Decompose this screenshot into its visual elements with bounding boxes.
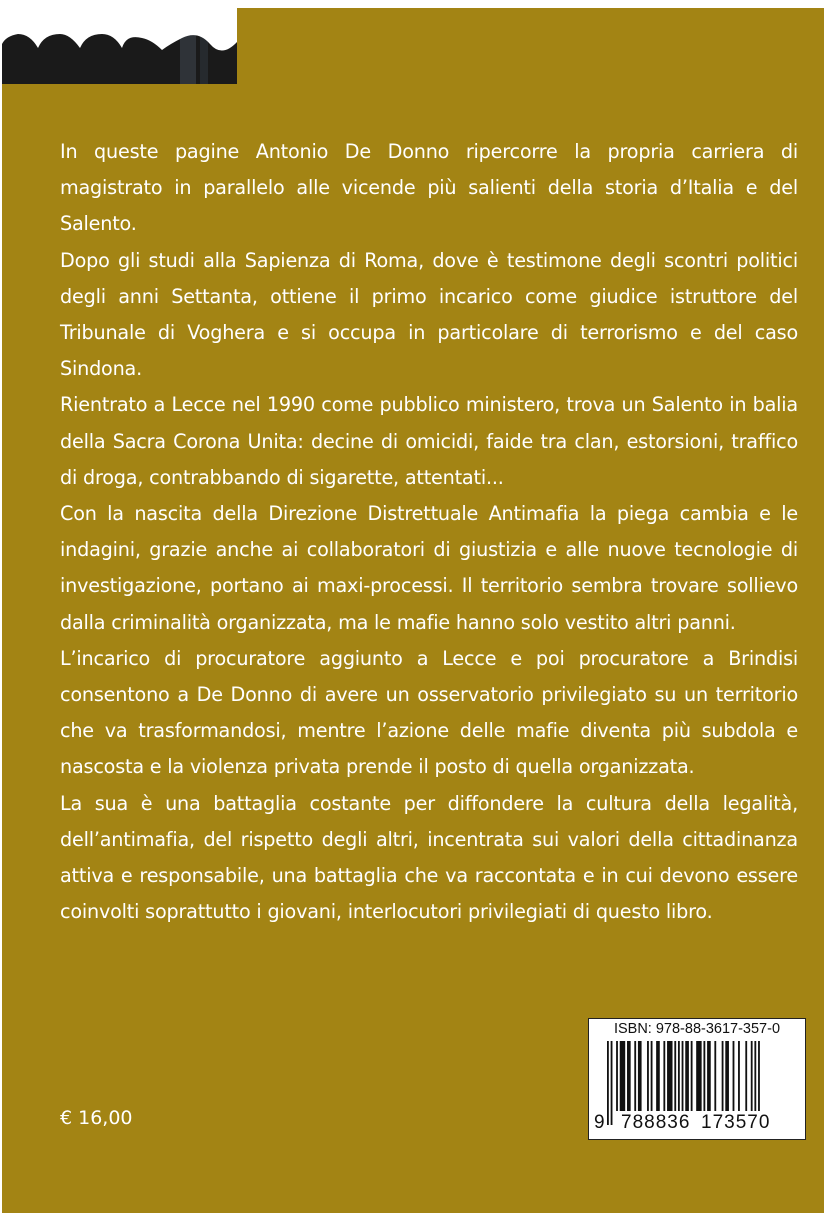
barcode-bar — [714, 1041, 716, 1111]
barcode-bar — [678, 1041, 680, 1111]
barcode-bar — [616, 1041, 618, 1111]
ean-left-digits: 788836 — [621, 1112, 691, 1133]
publisher-logo — [2, 8, 237, 84]
isbn-barcode-panel — [588, 1018, 806, 1140]
cover-frame-left — [0, 0, 2, 1221]
cover-frame-bottom — [0, 1213, 828, 1221]
barcode-bar — [685, 1041, 689, 1111]
barcode-bar — [651, 1041, 653, 1111]
cover-frame-top — [0, 0, 828, 8]
barcode-bar — [745, 1041, 747, 1111]
barcode-bar — [611, 1041, 613, 1125]
barcode-bar — [656, 1041, 660, 1111]
barcode-bar — [634, 1041, 636, 1111]
barcode-bar — [627, 1041, 631, 1111]
barcode-bar — [733, 1041, 735, 1111]
barcode-bar — [754, 1041, 756, 1111]
barcode-bar — [691, 1041, 693, 1111]
barcode-bar — [707, 1041, 711, 1111]
isbn-label: ISBN: 978-88-3617-357-0 — [613, 1021, 781, 1037]
ean-right-digits: 173570 — [701, 1112, 771, 1133]
barcode-bar — [722, 1041, 724, 1111]
barcode-bar — [738, 1041, 740, 1111]
barcode-bar — [667, 1041, 672, 1111]
barcode-bar — [647, 1041, 649, 1111]
barcode-bar — [663, 1041, 665, 1111]
barcode-bar — [703, 1041, 705, 1111]
back-cover-blurb — [60, 134, 798, 930]
blurb-paragraph: L’incarico di procuratore aggiunto a Lecce e poi procuratore a Brindisi consentono a De Donno di avere un osservatorio privilegiato su un territorio che va trasformandosi, mentre l’azione delle mafie diventa più subdola e nascosta e la violenza privata prende il posto di quella organizzata. — [60, 646, 798, 779]
cover-frame-right — [824, 0, 828, 1221]
barcode-bar — [607, 1041, 609, 1125]
blurb-paragraph: Dopo gli studi alla Sapienza di Roma, dove è testimone degli scontri politici degli anni Settanta, ottiene il primo incarico come giudice istruttore del Tribunale di Voghera e si occupa in particolare di terrorismo e del caso Sindona. — [60, 248, 798, 381]
ean-first-digit: 9 — [594, 1112, 606, 1133]
barcode-bar — [638, 1041, 642, 1111]
blurb-paragraph: Rientrato a Lecce nel 1990 come pubblico ministero, trova un Salento in balia della Sacra Corona Unita: decine di omicidi, faide tra clan, estorsioni, traffico di droga, contrabbando di sigarette, attentati... — [60, 393, 798, 489]
blurb-paragraph: La sua è una battaglia costante per diffondere la cultura della legalità, dell’antimafia, del rispetto degli altri, incentrata sui valori della cittadinanza attiva e responsabile, una battaglia che va raccontata e in cui devono essere coinvolti soprattutto i giovani, interlocutori privilegiati di questo libro. — [60, 791, 798, 924]
barcode-bar — [674, 1041, 676, 1111]
price-label: € 16,00 — [60, 1107, 133, 1129]
barcode-bar — [682, 1041, 684, 1111]
barcode-bar — [758, 1041, 760, 1111]
barcode-bar — [620, 1041, 625, 1111]
barcode-bar — [751, 1041, 753, 1111]
barcode-bar — [725, 1041, 729, 1111]
blurb-paragraph: Con la nascita della Direzione Distrettuale Antimafia la piega cambia e le indagini, grazie anche ai collaboratori di giustizia e alle nuove tecnologie di investigazione, portano ai maxi-processi. Il territorio sembra trovare sollievo dalla criminalità organizzata, ma le mafie hanno solo vestito altri panni. — [60, 502, 798, 634]
scalloped-awning-icon — [2, 8, 237, 84]
barcode-bar — [696, 1041, 701, 1111]
blurb-paragraph: In queste pagine Antonio De Donno ripercorre la propria carriera di magistrato in parallelo alle vicende più salienti della storia d’Italia e del Salento. — [60, 140, 798, 236]
